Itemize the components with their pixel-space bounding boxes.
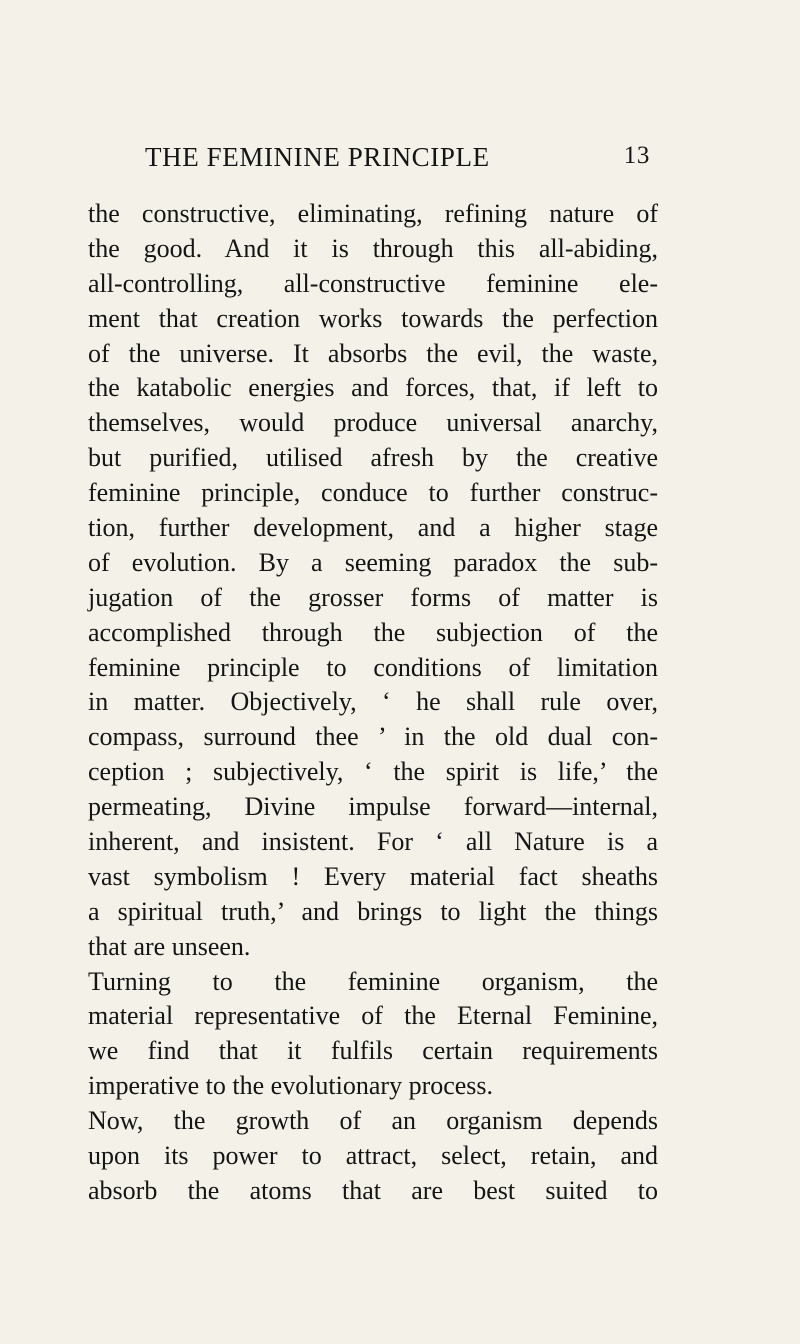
text-line: permeating, Divine impulse forward—internal, <box>88 792 658 822</box>
text-line: ception ; subjectively, ‘ the spirit is life,’ the <box>88 757 658 787</box>
text-line: the constructive, eliminating, refining nature of <box>88 199 658 228</box>
text-line: tion, further development, and a higher stage <box>88 513 658 543</box>
text-line: compass, surround thee ’ in the old dual con- <box>88 722 658 752</box>
body-text <box>88 197 658 1209</box>
text-line: a spiritual truth,’ and brings to light the things <box>88 896 658 926</box>
text-line: upon its power to attract, select, retain, and <box>88 1141 658 1171</box>
text-line: Now, the growth of an organism depends <box>88 1106 658 1136</box>
text-line: that are unseen. <box>88 931 251 961</box>
text-line: the good. And it is through this all-abiding, <box>88 233 658 263</box>
text-line: accomplished through the subjection of the <box>88 617 658 647</box>
text-line: feminine principle to conditions of limitation <box>88 652 658 682</box>
text-line: we find that it fulfils certain requirements <box>88 1036 658 1066</box>
text-line: vast symbolism ! Every material fact sheaths <box>88 861 658 891</box>
text-line: material representative of the Eternal Feminine, <box>88 1001 658 1031</box>
text-line: imperative to the evolutionary process. <box>88 1071 494 1101</box>
text-line: in matter. Objectively, ‘ he shall rule over, <box>88 687 658 717</box>
text-line: absorb the atoms that are best suited to <box>88 1175 658 1205</box>
running-title: THE FEMININE PRINCIPLE <box>145 142 490 172</box>
text-line: of evolution. By a seeming paradox the sub- <box>88 547 658 577</box>
page-number: 13 <box>623 142 650 169</box>
text-line: Turning to the feminine organism, the <box>88 966 658 996</box>
running-head <box>145 142 650 178</box>
text-line: inherent, and insistent. For ‘ all Nature is a <box>88 827 658 857</box>
text-line: all-controlling, all-constructive feminine ele- <box>88 268 658 298</box>
text-line: feminine principle, conduce to further construc- <box>88 478 658 508</box>
text-line: the katabolic energies and forces, that, if left to <box>88 373 658 403</box>
text-line: of the universe. It absorbs the evil, the waste, <box>88 338 658 368</box>
text-line: themselves, would produce universal anarchy, <box>88 408 658 438</box>
text-line: ment that creation works towards the perfection <box>88 303 658 333</box>
text-line: jugation of the grosser forms of matter is <box>88 582 658 612</box>
text-line: but purified, utilised afresh by the creative <box>88 443 658 473</box>
